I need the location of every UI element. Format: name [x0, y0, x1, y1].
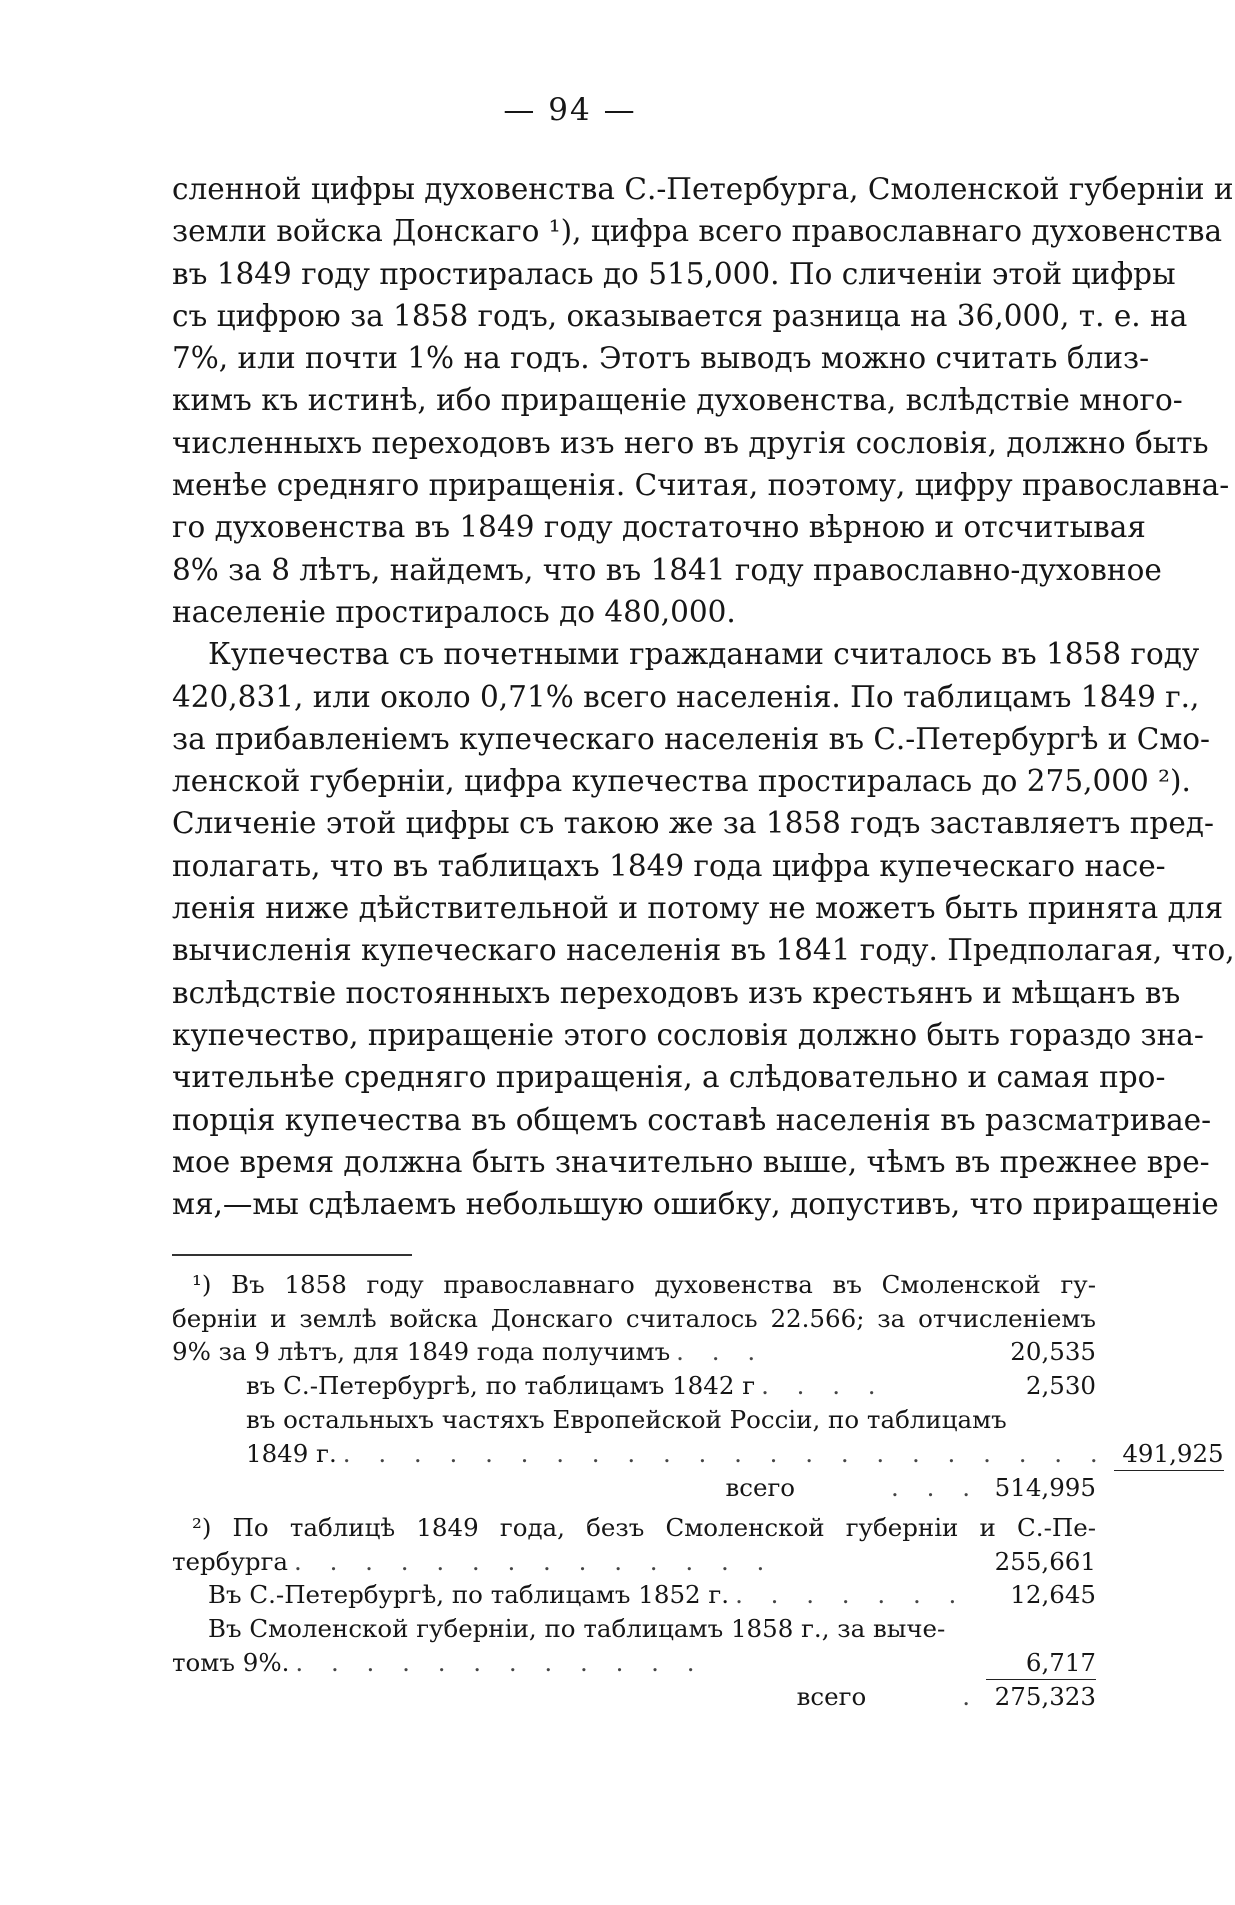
leader-dots: . . . . — [761, 1371, 886, 1401]
text-line: 420,831, или около 0,71% всего населенія. По таблицамъ 1849 г., — [172, 679, 1200, 714]
footnote-2-wrap — [172, 1612, 1096, 1646]
row-value: 2,530 — [1025, 1371, 1096, 1401]
footnote-2-row — [172, 1578, 1096, 1612]
footnote-1-wrap — [172, 1403, 1096, 1437]
footnote-separator — [172, 1254, 412, 1256]
text-line: 7%, или почти 1% на годъ. Этотъ выводъ можно считать близ- — [172, 341, 1150, 376]
total-label: всего — [796, 1682, 867, 1712]
row-value: 491,925 — [1114, 1437, 1224, 1472]
text-line: Сличеніе этой цифры съ такою же за 1858 годъ заставляетъ пред- — [172, 806, 1214, 841]
row-label: 9% за 9 лѣтъ, для 1849 года получимъ — [172, 1337, 671, 1367]
text-line: земли войска Донскаго ¹), цифра всего православнаго духовенства — [172, 214, 1223, 249]
leader-dots: . . . . . . . . . . . . . . — [294, 1546, 775, 1576]
text-line: мя,—мы сдѣлаемъ небольшую ошибку, допустивъ, что приращеніе — [172, 1187, 1219, 1222]
total-value: 514,995 — [994, 1473, 1096, 1503]
text-line: населеніе простиралось до 480,000. — [172, 594, 736, 629]
row-label: Въ Смоленской губерніи, по таблицамъ 1858 г., за выче- — [208, 1614, 946, 1644]
footnote-1-total — [172, 1471, 1096, 1505]
text-line: порція купечества въ общемъ составѣ населенія въ разсматривае- — [172, 1102, 1212, 1137]
text-line: въ 1849 году простиралась до 515,000. По сличеніи этой цифры — [172, 256, 1176, 291]
text-line: ленской губерніи, цифра купечества простиралась до 275,000 ²). — [172, 764, 1191, 799]
row-label: въ остальныхъ частяхъ Европейской Россіи, по таблицамъ — [246, 1404, 1007, 1434]
text-line: за прибавленіемъ купеческаго населенія въ С.-Петербургѣ и Смо- — [172, 721, 1211, 756]
row-value: 20,535 — [1010, 1337, 1096, 1367]
text-line: вычисленія купеческаго населенія въ 1841 году. Предполагая, что, — [172, 933, 1235, 968]
leader-dots: . . . — [891, 1473, 980, 1503]
main-text — [172, 168, 1235, 1225]
text-line: вслѣдствіе постоянныхъ переходовъ изъ крестьянъ и мѣщанъ въ — [172, 975, 1181, 1010]
row-label: томъ 9%. — [172, 1647, 290, 1677]
total-value: 275,323 — [994, 1682, 1096, 1712]
total-label: всего — [725, 1473, 796, 1503]
leader-dots: . — [962, 1682, 980, 1712]
footnote-2-total — [172, 1680, 1096, 1714]
footnote-1-row — [172, 1369, 1096, 1403]
footnote-2-line: ²) По таблицѣ 1849 года, безъ Смоленской губерніи и С.-Пе- — [192, 1512, 1096, 1542]
text-line: кимъ къ истинѣ, ибо приращеніе духовенства, вслѣдствіе много- — [172, 383, 1183, 418]
text-line: го духовенства въ 1849 году достаточно вѣрною и отсчитывая — [172, 510, 1146, 545]
text-line: чительнѣе средняго приращенія, а слѣдовательно и самая про- — [172, 1060, 1166, 1095]
row-label: тербурга — [172, 1546, 289, 1576]
row-label: въ С.-Петербургѣ, по таблицамъ 1842 г — [246, 1371, 756, 1401]
text-line: ленія ниже дѣйствительной и потому не можетъ быть принята для — [172, 891, 1224, 926]
text-line: менѣе средняго приращенія. Считая, поэтому, цифру православна- — [172, 468, 1230, 503]
text-line: 8% за 8 лѣтъ, найдемъ, что въ 1841 году православно-духовное — [172, 552, 1162, 587]
leader-dots: . . . . . . . — [735, 1580, 967, 1610]
page-number: — 94 — — [503, 92, 637, 128]
text-line: полагать, что въ таблицахъ 1849 года цифра купеческаго насе- — [172, 848, 1166, 883]
text-line: Купечества съ почетными гражданами считалось въ 1858 году — [208, 637, 1200, 672]
text-line: купечество, приращеніе этого сословія должно быть гораздо зна- — [172, 1017, 1204, 1052]
footnote-1-line: берніи и землѣ войска Донскаго считалось 22.566; за отчисленіемъ — [172, 1303, 1096, 1333]
leader-dots: . . . . . . . . . . . . . . . . . . . . . . — [342, 1438, 1108, 1468]
text-line: сленной цифры духовенства С.-Петербурга, Смоленской губерніи и — [172, 172, 1234, 206]
footnote-1-row — [172, 1437, 1224, 1472]
text-line: съ цифрою за 1858 годъ, оказывается разница на 36,000, т. е. на — [172, 298, 1188, 333]
footnote-1-line: ¹) Въ 1858 году православнаго духовенства въ Смоленской гу- — [192, 1270, 1096, 1299]
text-line: мое время должна быть значительно выше, чѣмъ въ прежнее вре- — [172, 1144, 1210, 1179]
row-label: Въ С.-Петербургѣ, по таблицамъ 1852 г. — [208, 1580, 730, 1610]
row-value: 12,645 — [1010, 1580, 1096, 1610]
row-value: 255,661 — [994, 1546, 1096, 1576]
text-line: численныхъ переходовъ изъ него въ другія сословія, должно быть — [172, 425, 1209, 460]
footnote-2-row — [172, 1545, 1096, 1579]
footnotes — [172, 1268, 1224, 1714]
leader-dots: . . . . . . . . . . . . — [295, 1647, 705, 1677]
footnote-1-row — [172, 1335, 1096, 1369]
leader-dots: . . . — [676, 1337, 766, 1367]
row-label: 1849 г. — [246, 1438, 337, 1468]
footnote-2-row — [172, 1646, 1096, 1681]
row-value: 6,717 — [986, 1646, 1096, 1681]
